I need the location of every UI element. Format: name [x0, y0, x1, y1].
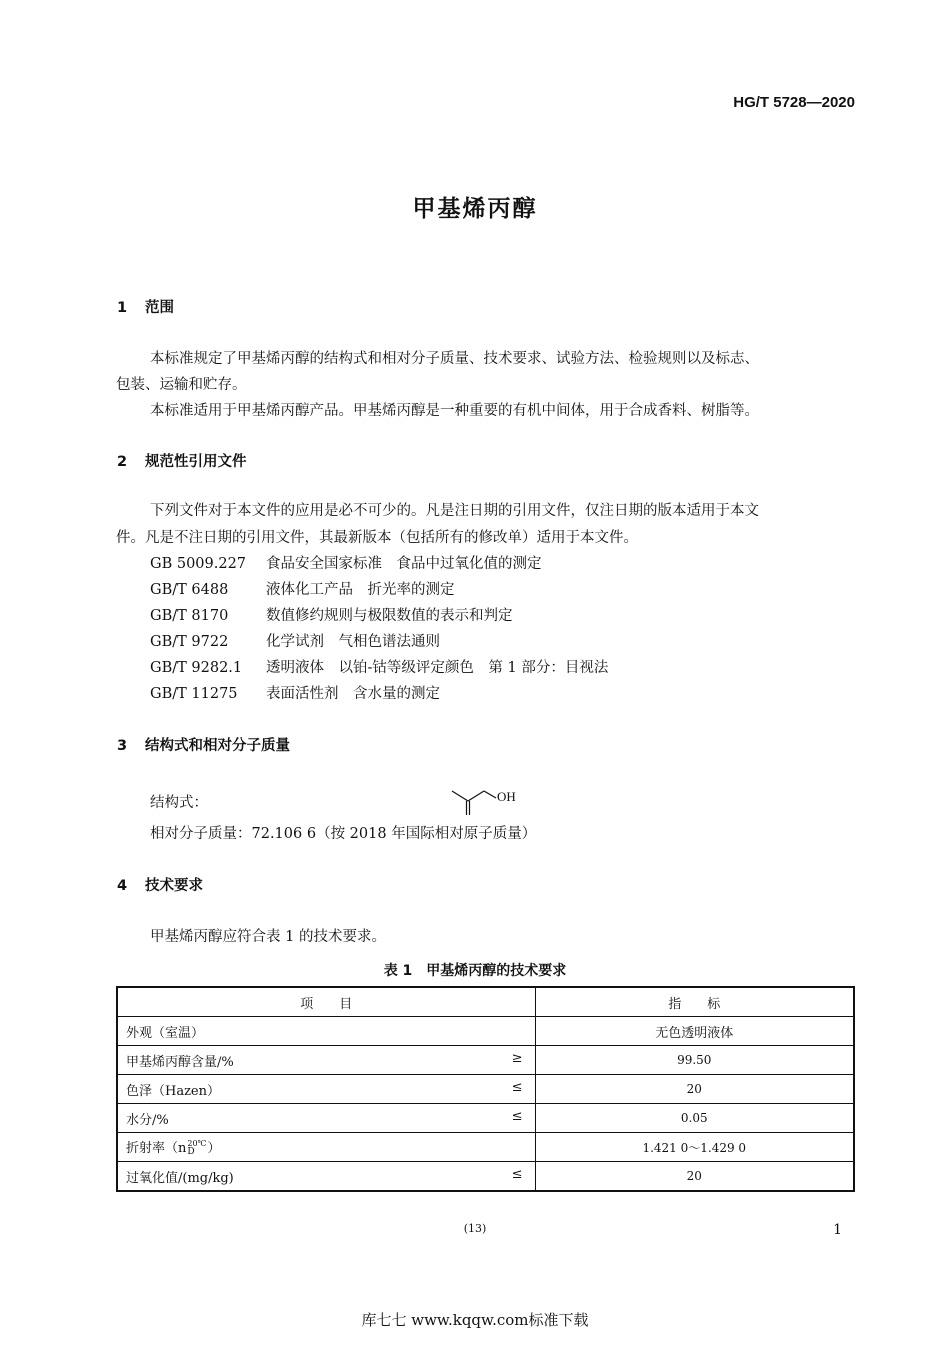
comparison-symbol: ≤ — [511, 1079, 523, 1095]
superscript: 20℃ — [187, 1139, 207, 1148]
reference-code: GB/T 8170 — [150, 608, 229, 624]
table-row — [117, 1075, 854, 1104]
section-4-heading — [117, 874, 203, 895]
table-row — [117, 1104, 854, 1133]
reference-title: 表面活性剂 含水量的测定 — [266, 686, 440, 702]
item-label: 甲基烯丙醇含量/% — [126, 1054, 234, 1070]
reference-item — [150, 604, 513, 625]
refractive-index-scripts — [187, 1140, 206, 1157]
item-label: 水分/% — [126, 1112, 169, 1128]
table-row — [117, 1162, 854, 1192]
section-3-heading — [117, 734, 290, 755]
row-item — [117, 1075, 535, 1104]
footer-watermark: 库七七 www.kqqw.com标准下载 — [361, 1311, 589, 1329]
item-label: 折射率（n — [126, 1141, 187, 1156]
document-title: 甲基烯丙醇 — [412, 196, 538, 222]
section-title: 范围 — [145, 300, 174, 316]
row-value: 20 — [535, 1075, 854, 1104]
reference-title: 数值修约规则与极限数值的表示和判定 — [266, 608, 513, 624]
skeletal-bonds — [452, 791, 496, 815]
section-title: 结构式和相对分子质量 — [145, 738, 290, 754]
page-number-center: (13) — [463, 1222, 487, 1235]
section-number: 2 — [117, 454, 128, 470]
row-value: 无色透明液体 — [535, 1017, 854, 1046]
normative-intro-line-1: 下列文件对于本文件的应用是必不可少的。凡是注日期的引用文件，仅注日期的版本适用于本文 — [150, 503, 759, 519]
reference-item — [150, 552, 542, 573]
reference-item — [150, 578, 455, 599]
reference-code: GB/T 6488 — [150, 582, 229, 598]
item-label: 过氧化值/(mg/kg) — [126, 1170, 234, 1186]
reference-title: 透明液体 以铂-钴等级评定颜色 第 1 部分：目视法 — [266, 660, 609, 676]
row-item — [117, 1104, 535, 1133]
structural-formula-label: 结构式： — [150, 795, 208, 811]
row-item — [117, 1133, 535, 1162]
item-label-close: ） — [207, 1141, 221, 1156]
section-title: 规范性引用文件 — [145, 454, 247, 470]
scope-paragraph-1-line-1: 本标准规定了甲基烯丙醇的结构式和相对分子质量、技术要求、试验方法、检验规则以及标志、 — [150, 351, 759, 367]
section-title: 技术要求 — [145, 878, 203, 894]
column-header-item: 项 目 — [117, 987, 535, 1017]
section-number: 4 — [117, 878, 128, 894]
reference-code: GB/T 11275 — [150, 686, 238, 702]
normative-intro-line-2: 件。凡是不注日期的引用文件，其最新版本（包括所有的修改单）适用于本文件。 — [116, 530, 638, 546]
comparison-symbol: ≤ — [511, 1166, 523, 1182]
column-header-value: 指 标 — [535, 987, 854, 1017]
item-label: 色泽（Hazen） — [126, 1083, 221, 1099]
hydroxyl-label: OH — [497, 789, 516, 804]
reference-title: 液体化工产品 折光率的测定 — [266, 582, 455, 598]
section-number: 3 — [117, 738, 128, 754]
row-item — [117, 1017, 535, 1046]
section-1-heading — [117, 296, 174, 317]
row-value: 99.50 — [535, 1046, 854, 1075]
reference-item — [150, 682, 440, 703]
reference-code: GB/T 9722 — [150, 634, 229, 650]
row-value: 0.05 — [535, 1104, 854, 1133]
comparison-symbol: ≤ — [511, 1108, 523, 1124]
table-row — [117, 1133, 854, 1162]
tech-intro: 甲基烯丙醇应符合表 1 的技术要求。 — [150, 929, 386, 945]
row-item — [117, 1162, 535, 1192]
item-label: 外观（室温） — [126, 1025, 205, 1041]
table-header-row — [117, 987, 854, 1017]
section-number: 1 — [117, 300, 128, 316]
reference-code: GB/T 9282.1 — [150, 660, 243, 676]
molecular-mass: 相对分子质量：72.106 6（按 2018 年国际相对原子质量） — [150, 826, 537, 842]
page-number-right: 1 — [833, 1222, 842, 1238]
scope-paragraph-1-line-2: 包装、运输和贮存。 — [116, 377, 247, 393]
row-item — [117, 1046, 535, 1075]
reference-item — [150, 656, 608, 677]
comparison-symbol: ≥ — [511, 1050, 523, 1066]
structural-formula — [448, 779, 528, 817]
scope-paragraph-2: 本标准适用于甲基烯丙醇产品。甲基烯丙醇是一种重要的有机中间体，用于合成香料、树脂等。 — [150, 403, 759, 419]
table-row — [117, 1017, 854, 1046]
table-caption: 表 1 甲基烯丙醇的技术要求 — [383, 963, 567, 979]
row-value: 1.421 0～1.429 0 — [535, 1133, 854, 1162]
reference-code: GB 5009.227 — [150, 556, 247, 572]
subscript: D — [187, 1147, 195, 1157]
row-value: 20 — [535, 1162, 854, 1192]
reference-item — [150, 630, 440, 651]
table-row — [117, 1046, 854, 1075]
standard-code: HG/T 5728—2020 — [733, 94, 855, 111]
section-2-heading — [117, 450, 247, 471]
reference-title: 食品安全国家标准 食品中过氧化值的测定 — [266, 556, 542, 572]
technical-requirements-table — [116, 986, 855, 1192]
reference-title: 化学试剂 气相色谱法通则 — [266, 634, 440, 650]
